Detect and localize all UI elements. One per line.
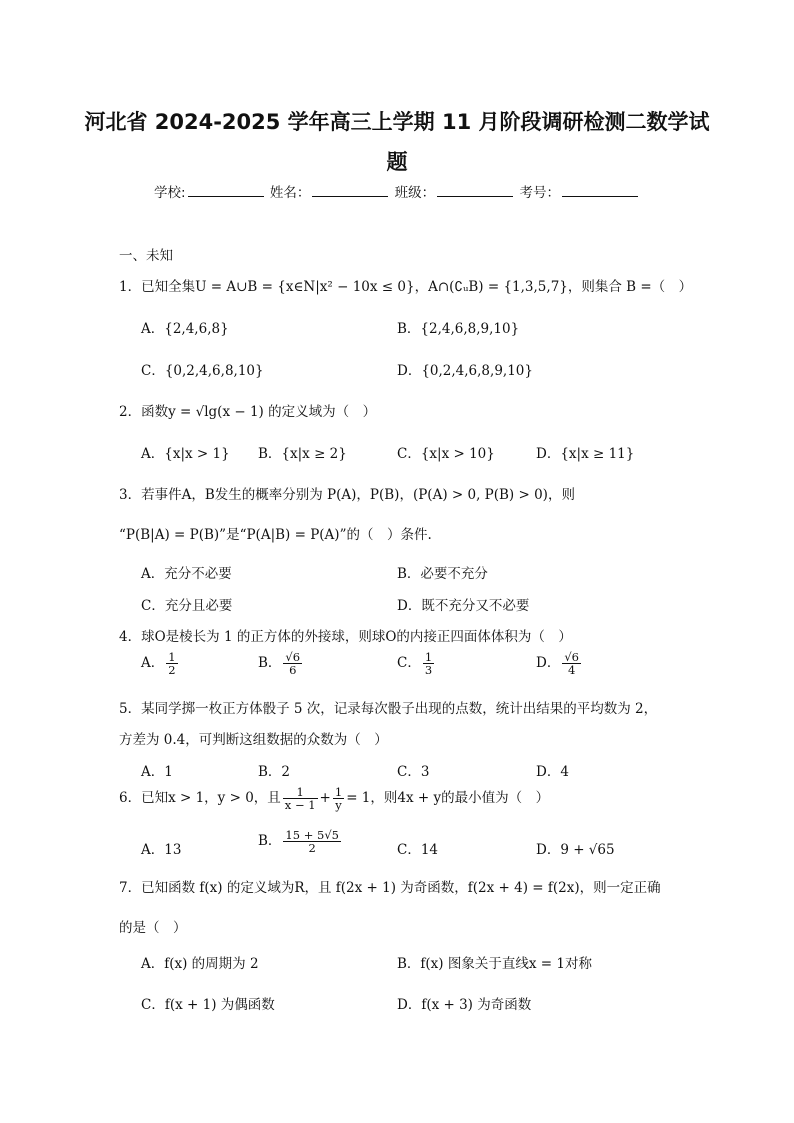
school-label: 学校: [154,185,186,201]
class-blank[interactable] [437,196,513,197]
question-5-option-d: D．4 [536,764,569,780]
question-6-stem [119,786,549,811]
question-3-option-b: B．必要不充分 [397,566,488,582]
option-label: B． [258,833,282,850]
question-7-stem-line2: 的是（ ） [119,920,187,936]
question-2-option-b: B．{x|x ≥ 2} [258,446,347,462]
exam-no-blank[interactable] [562,196,638,197]
question-2-option-a: A．{x|x > 1} [141,446,230,462]
student-info-line [0,181,794,201]
stem-text: 6．已知x > 1，y > 0，且 [119,790,281,807]
class-label: 班级： [394,185,436,201]
denominator: 6 [289,663,297,678]
question-2-option-d: D．{x|x ≥ 11} [536,446,635,462]
question-1-option-c: C．{0,2,4,6,8,10} [141,363,264,379]
denominator: 2 [168,663,176,678]
question-4-stem: 4．球O是棱长为 1 的正方体的外接球，则球O的内接正四面体体积为（ ） [119,629,572,645]
numerator: 1 [168,650,176,664]
option-label: A． [141,655,165,672]
page-title-line1: 河北省 2024-2025 学年高三上学期 11 月阶段调研检测二数学试 [84,110,710,134]
question-4-option-a [141,651,180,676]
numerator: 1 [334,785,343,799]
plus-sign: + [319,790,331,807]
fraction [283,786,318,811]
question-3-stem-line2: “P(B|A) = P(B)”是“P(A|B) = P(A)”的（ ）条件. [119,527,432,543]
stem-text: = 1，则4x + y的最小值为（ ） [346,790,550,807]
question-3-option-d: D．既不充分又不必要 [397,598,530,614]
denominator: 4 [567,663,576,678]
question-5-option-b: B．2 [258,764,291,780]
page-title-line2: 题 [386,150,408,174]
numerator: 15 + 5√5 [285,828,339,842]
denominator: 2 [308,841,316,856]
numerator: 1 [424,650,433,664]
fraction [283,829,341,854]
question-6-option-a: A．13 [141,842,182,858]
question-3-option-c: C．充分且必要 [141,598,233,614]
fraction [283,651,302,676]
question-1-option-a: A．{2,4,6,8} [141,321,229,337]
question-7-option-d: D．f(x + 3) 为奇函数 [397,997,532,1013]
fraction [166,651,177,676]
denominator: y [335,798,342,813]
question-6-option-b [258,829,343,854]
question-3-option-a: A．充分不必要 [141,566,232,582]
question-5-option-c: C．3 [397,764,430,780]
fraction [333,786,344,811]
question-2-option-c: C．{x|x > 10} [397,446,495,462]
section-heading: 一、未知 [119,248,173,264]
fraction [423,651,434,676]
option-label: D． [536,655,561,672]
question-6-option-c: C．14 [397,842,439,858]
question-4-option-b [258,651,304,676]
numerator: √6 [285,650,301,664]
question-6-option-d: D．9 + √65 [536,842,615,858]
denominator: x − 1 [284,798,316,813]
numerator: 1 [283,786,318,799]
question-4-option-d [536,651,583,676]
exam-no-label: 考号： [519,185,560,201]
question-1-stem: 1．已知全集U = A∪B = {x∈N|x² − 10x ≤ 0}，A∩(∁ᵤB) = {1,3,5,7}，则集合 B =（ ） [119,279,693,295]
question-1-option-b: B．{2,4,6,8,9,10} [397,321,520,337]
question-1-option-d: D．{0,2,4,6,8,9,10} [397,363,533,379]
school-blank[interactable] [188,196,264,197]
question-5-stem-line1: 5．某同学掷一枚正方体骰子 5 次，记录每次骰子出现的点数，统计出结果的平均数为 2， [119,701,658,717]
name-blank[interactable] [312,196,388,197]
question-4-option-c [397,651,436,676]
question-3-stem-line1: 3．若事件A，B发生的概率分别为 P(A)，P(B)，(P(A) > 0, P(B) > 0)，则 [119,487,575,503]
question-7-stem-line1: 7．已知函数 f(x) 的定义域为R，且 f(2x + 1) 为奇函数，f(2x + 4) = f(2x)，则一定正确 [119,880,661,896]
option-label: B． [258,655,282,672]
question-7-option-a: A．f(x) 的周期为 2 [141,956,259,972]
denominator: 3 [424,663,433,678]
fraction [562,651,581,676]
numerator: √6 [564,650,579,664]
name-label: 姓名： [269,185,311,201]
question-2-stem: 2．函数y = √lg(x − 1) 的定义域为（ ） [119,404,377,420]
question-7-option-b: B．f(x) 图象关于直线x = 1对称 [397,956,592,972]
question-5-stem-line2: 方差为 0.4，可判断这组数据的众数为（ ） [119,732,388,748]
option-label: C． [397,655,421,672]
question-7-option-c: C．f(x + 1) 为偶函数 [141,997,275,1013]
question-5-option-a: A．1 [141,764,173,780]
